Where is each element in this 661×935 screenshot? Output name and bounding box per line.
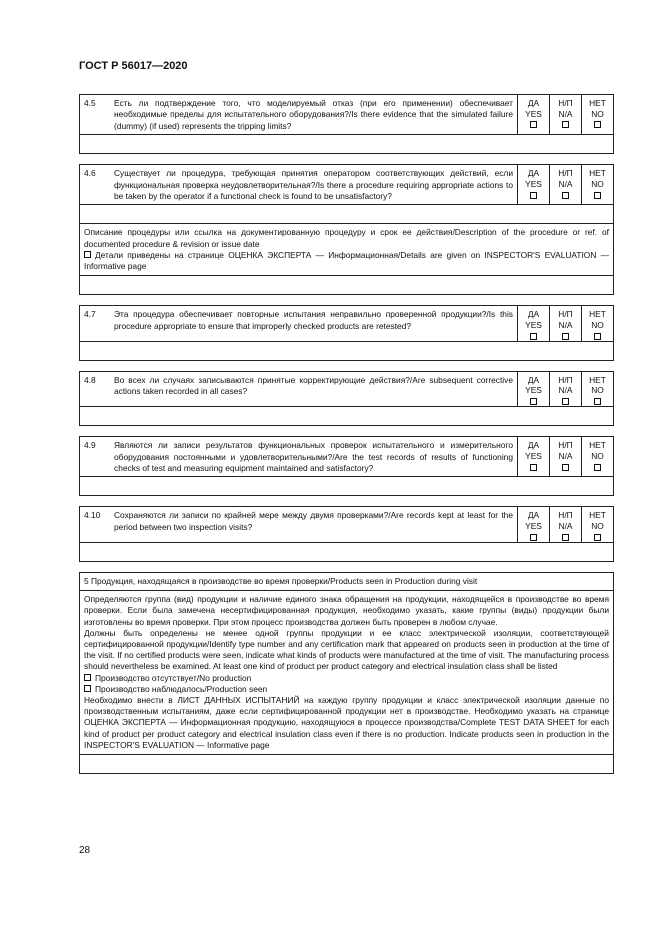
details-text: Детали приведены на странице ОЦЕНКА ЭКСПЕРТА — Информационная/Details are given on INSPECTOR'S EVALUATION — Informative page (84, 249, 609, 272)
yes-checkbox[interactable] (530, 534, 537, 541)
section-5-block (79, 572, 614, 774)
na-label-ru: Н/П (558, 374, 573, 385)
no-option[interactable] (581, 372, 613, 407)
no-option[interactable] (581, 95, 613, 134)
yes-option[interactable] (517, 372, 549, 407)
na-option[interactable] (549, 437, 581, 476)
yes-checkbox[interactable] (530, 333, 537, 340)
production-seen-label: Производство наблюдалось/Production seen (95, 683, 268, 694)
yes-checkbox[interactable] (530, 398, 537, 405)
no-option[interactable] (581, 507, 613, 542)
no-label-ru: НЕТ (589, 168, 606, 179)
question-block-4-8 (79, 371, 614, 427)
yes-label-ru: ДА (527, 374, 540, 385)
question-text: Эта процедура обеспечивает повторные испытания неправильно проверенной продукции?/Is this procedure appropriate to ensure that improperly checked products are retested? (114, 309, 513, 331)
details-checkbox[interactable] (84, 251, 91, 258)
na-label-ru: Н/П (558, 440, 573, 451)
question-number: 4.10 (84, 510, 101, 521)
section-5-paragraph-2: Должны быть определены не менее одной группы продукции и ее класс электрической изоляции, соответствующей сертифицированной продукции/Identify type number and any certification mark that appeared on products seen in production at the time of the visit. If no certified products were seen, indicate what kinds of products were manufactured at the time of visit. The manufacturing process should nevertheless be examined. At least one kind of product per product category and electrical insulation class shall be listed (84, 627, 609, 672)
na-label-ru: Н/П (558, 309, 573, 320)
yes-label-en: YES (525, 520, 542, 531)
na-checkbox[interactable] (562, 398, 569, 405)
yes-label-en: YES (525, 319, 542, 330)
answer-field[interactable] (80, 407, 613, 425)
question-number: 4.6 (84, 168, 96, 179)
answer-field[interactable] (80, 135, 613, 153)
no-label-en: NO (591, 108, 604, 119)
na-option[interactable] (549, 372, 581, 407)
no-label-en: NO (591, 178, 604, 189)
checklist-form (79, 94, 614, 784)
na-label-en: N/A (558, 108, 573, 119)
question-text: Сохраняются ли записи по крайней мере между двумя проверками?/Are records kept at least for the period between two inspection visits? (114, 510, 513, 532)
yes-label-en: YES (525, 385, 542, 396)
procedure-description (80, 224, 613, 275)
no-production-checkbox[interactable] (84, 674, 91, 681)
no-checkbox[interactable] (594, 464, 601, 471)
na-label-ru: Н/П (558, 510, 573, 521)
na-checkbox[interactable] (562, 121, 569, 128)
question-block-4-9 (79, 436, 614, 496)
yes-label-ru: ДА (527, 440, 540, 451)
answer-field[interactable] (80, 205, 613, 224)
section-5-title: 5 Продукция, находящаяся в производстве во время проверки/Products seen in Production during visit (84, 575, 478, 586)
na-label-ru: Н/П (558, 98, 573, 108)
yes-checkbox[interactable] (530, 464, 537, 471)
no-option[interactable] (581, 437, 613, 476)
no-label-en: NO (591, 450, 604, 461)
na-label-en: N/A (558, 178, 573, 189)
question-block-4-10 (79, 506, 614, 562)
page-number: 28 (79, 845, 91, 856)
na-label-ru: Н/П (558, 168, 573, 179)
yes-option[interactable] (517, 437, 549, 476)
no-label-ru: НЕТ (589, 374, 606, 385)
na-option[interactable] (549, 95, 581, 134)
na-option[interactable] (549, 507, 581, 542)
yes-option[interactable] (517, 507, 549, 542)
question-number: 4.8 (84, 374, 96, 385)
yes-option[interactable] (517, 95, 549, 134)
no-option[interactable] (581, 306, 613, 341)
question-number: 4.9 (84, 440, 96, 451)
na-checkbox[interactable] (562, 534, 569, 541)
standard-header: ГОСТ Р 56017—2020 (79, 60, 188, 72)
na-label-en: N/A (558, 450, 573, 461)
question-text: Являются ли записи результатов функциональных проверок испытательного и измерительного оборудования постоянными и удовлетворительными?/Are the test records of results of functioning checks of test and measuring equipment maintained and satisfactory? (114, 440, 513, 474)
yes-label-ru: ДА (527, 309, 540, 320)
question-number: 4.7 (84, 309, 96, 320)
yes-label-en: YES (525, 450, 542, 461)
section-5-paragraph-3: Необходимо внести в ЛИСТ ДАННЫХ ИСПЫТАНИЙ на каждую группу продукции и класс электрической изоляции данные по производственным испытаниям, даже если сертифицированной продукции нет в производстве. Необходимо указать на странице ОЦЕНКА ЭКСПЕРТА — Информационная продукцию, находящуюся в процессе производства/Complete TEST DATA SHEET for each kind of product per product category and electrical insulation class even if there is no production. Indicate products seen in production in the INSPECTOR'S EVALUATION — Informative page (84, 695, 609, 750)
yes-checkbox[interactable] (530, 192, 537, 199)
no-checkbox[interactable] (594, 398, 601, 405)
no-checkbox[interactable] (594, 192, 601, 199)
no-label-ru: НЕТ (589, 510, 606, 521)
no-label-ru: НЕТ (589, 440, 606, 451)
section-5-paragraph-1: Определяются группа (вид) продукции и наличие единого знака обращения на продукции, находящейся в производстве во время проверки. Если была замечена несертифицированная продукция, необходимо указать, какие группы (виды) продукции были изготовлены во время проверки. При этом процесс производства должен быть проверен в любом случае. (84, 594, 609, 627)
section-5-instructions (80, 591, 613, 754)
yes-option[interactable] (517, 165, 549, 204)
answer-field[interactable] (80, 276, 613, 294)
yes-label-en: YES (525, 108, 542, 119)
no-label-en: NO (591, 520, 604, 531)
answer-field[interactable] (80, 477, 613, 495)
question-text: Существует ли процедура, требующая принятия оператором соответствующих действий, если функциональная проверка неудовлетворительная?/Is there a procedure requiring appropriate actions to be taken by the operator if a functional check is found to be unsatisfactory? (114, 168, 513, 202)
question-text: Есть ли подтверждение того, что моделируемый отказ (при его применении) обеспечивает необходимые пределы для испытательного оборудования?/Is there evidence that the simulated failure (dummy) (if used) represents the tripping limits? (114, 98, 513, 131)
no-label-en: NO (591, 385, 604, 396)
production-seen-checkbox[interactable] (84, 685, 91, 692)
yes-checkbox[interactable] (530, 121, 537, 128)
na-label-en: N/A (558, 385, 573, 396)
yes-label-ru: ДА (527, 98, 540, 108)
no-checkbox[interactable] (594, 534, 601, 541)
no-checkbox[interactable] (594, 333, 601, 340)
na-checkbox[interactable] (562, 192, 569, 199)
no-label-ru: НЕТ (589, 309, 606, 320)
na-label-en: N/A (558, 319, 573, 330)
na-label-en: N/A (558, 520, 573, 531)
yes-label-ru: ДА (527, 510, 540, 521)
na-checkbox[interactable] (562, 333, 569, 340)
answer-field[interactable] (80, 543, 613, 561)
no-label-ru: НЕТ (589, 98, 606, 108)
question-block-4-5 (79, 94, 614, 154)
procedure-reference-text: Описание процедуры или ссылка на документированную процедуру и срок ее действия/Description of the procedure or ref. of documented procedure & revision or issue date (84, 227, 609, 249)
na-option[interactable] (549, 165, 581, 204)
answer-field[interactable] (80, 342, 613, 360)
question-block-4-6 (79, 164, 614, 295)
question-text: Во всех ли случаях записываются принятые корректирующие действия?/Are subsequent corrective actions taken recorded in all cases? (114, 374, 513, 397)
yes-label-ru: ДА (527, 168, 540, 179)
no-option[interactable] (581, 165, 613, 204)
yes-label-en: YES (525, 178, 542, 189)
answer-field[interactable] (80, 755, 613, 773)
yes-option[interactable] (517, 306, 549, 341)
no-label-en: NO (591, 319, 604, 330)
no-production-label: Производство отсутствует/No production (95, 672, 252, 683)
no-checkbox[interactable] (594, 121, 601, 128)
na-checkbox[interactable] (562, 464, 569, 471)
question-block-4-7 (79, 305, 614, 361)
question-number: 4.5 (84, 98, 96, 108)
na-option[interactable] (549, 306, 581, 341)
